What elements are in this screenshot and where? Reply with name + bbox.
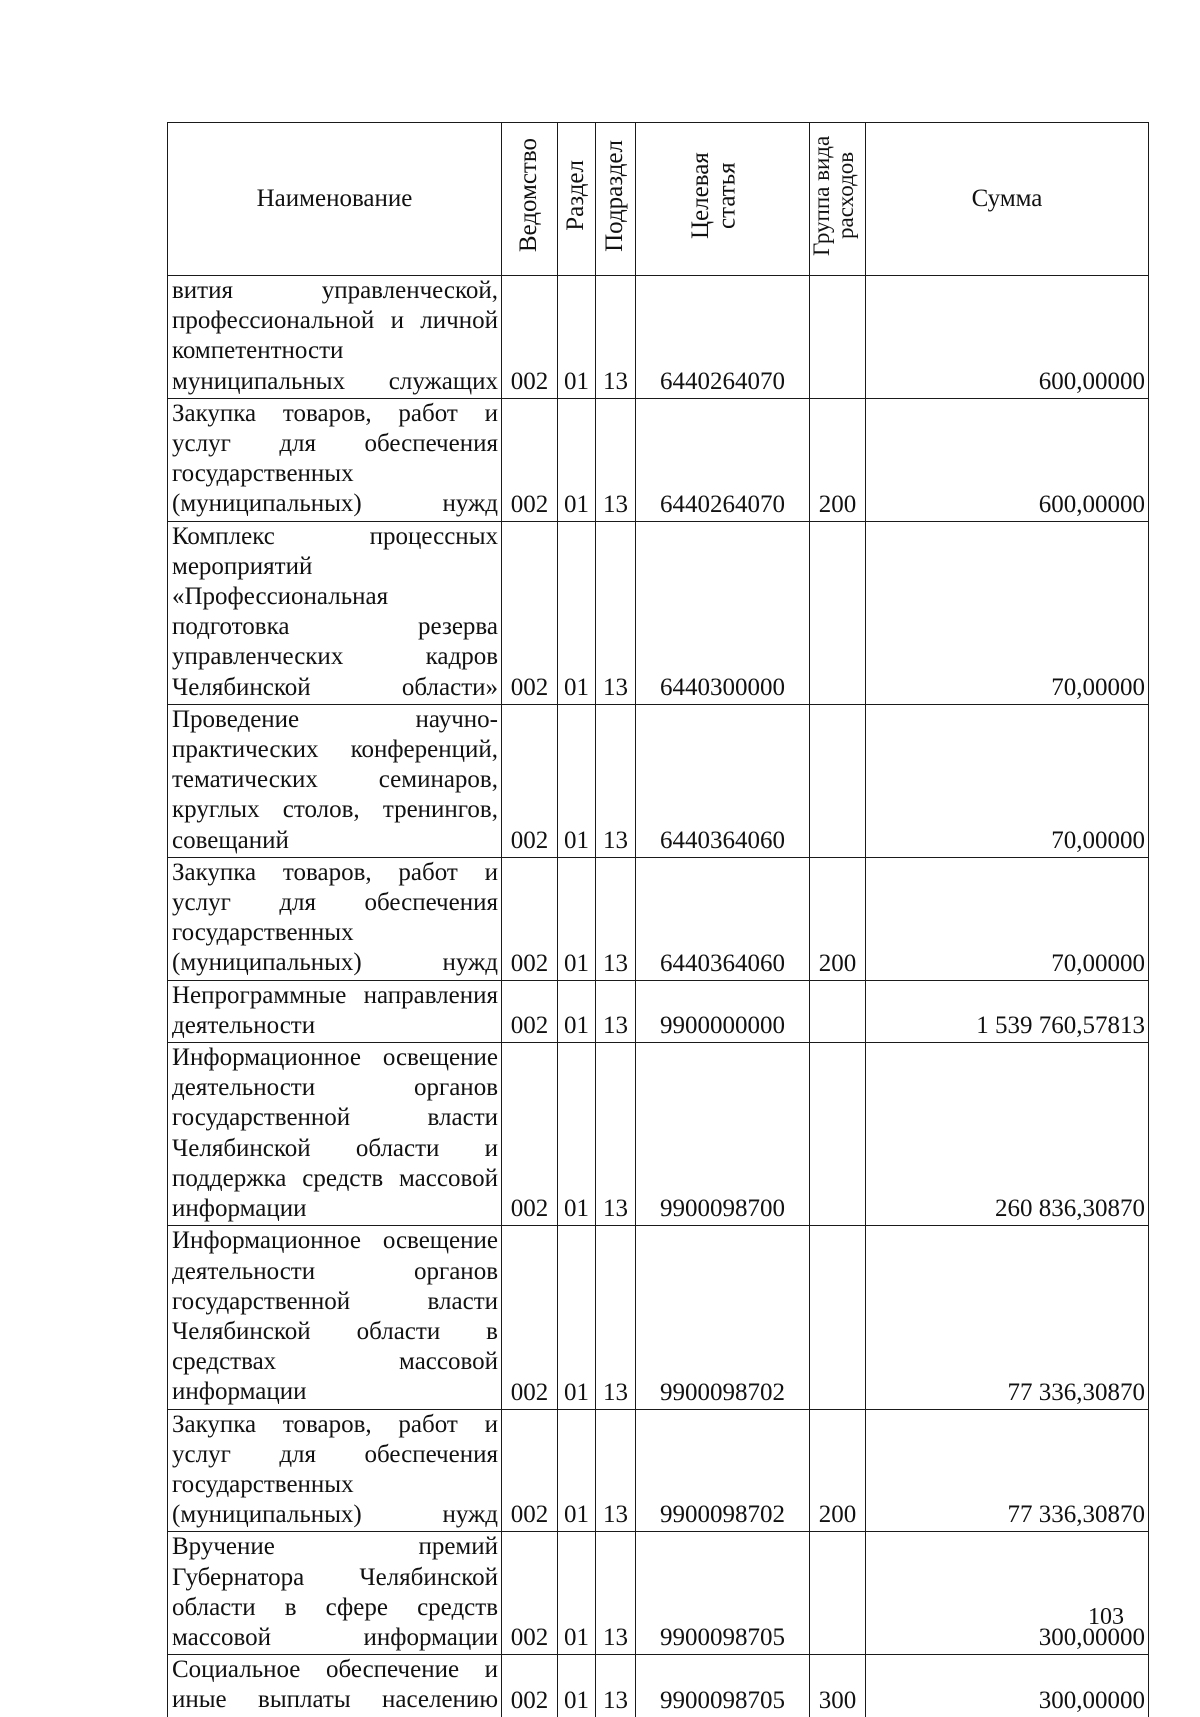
row-section: 01	[558, 1655, 596, 1717]
row-section: 01	[558, 521, 596, 704]
header-section: Раздел	[558, 123, 596, 276]
row-expense-group	[810, 980, 866, 1042]
row-amount: 70,00000	[866, 857, 1149, 980]
row-department: 002	[502, 276, 558, 399]
row-amount: 70,00000	[866, 704, 1149, 857]
row-name: Комплекс процессных мероприятий «Профессиональная подготовка резерва управленческих кадров Челябинской области»	[168, 521, 502, 704]
row-subsection: 13	[596, 1409, 636, 1532]
budget-table	[167, 122, 1149, 1717]
row-department: 002	[502, 1043, 558, 1226]
row-subsection: 13	[596, 521, 636, 704]
row-department: 002	[502, 857, 558, 980]
row-subsection: 13	[596, 857, 636, 980]
row-name: Непрограммные направления деятельности	[168, 980, 502, 1042]
row-target-article: 6440364060	[636, 704, 810, 857]
row-expense-group	[810, 704, 866, 857]
row-amount: 77 336,30870	[866, 1409, 1149, 1532]
row-expense-group: 200	[810, 1409, 866, 1532]
row-target-article: 9900098705	[636, 1532, 810, 1655]
row-amount: 77 336,30870	[866, 1226, 1149, 1409]
row-name: Информационное освещение деятельности органов государственной власти Челябинской области и поддержка средств массовой информации	[168, 1043, 502, 1226]
table-row	[168, 857, 1149, 980]
page-number: 103	[1088, 1604, 1124, 1630]
header-amount: Сумма	[866, 123, 1149, 276]
row-amount: 260 836,30870	[866, 1043, 1149, 1226]
row-expense-group: 300	[810, 1655, 866, 1717]
header-row	[168, 123, 1149, 276]
row-amount: 70,00000	[866, 521, 1149, 704]
table-row	[168, 980, 1149, 1042]
row-department: 002	[502, 1532, 558, 1655]
row-section: 01	[558, 398, 596, 521]
table-row	[168, 704, 1149, 857]
row-department: 002	[502, 1226, 558, 1409]
row-target-article: 9900098705	[636, 1655, 810, 1717]
row-department: 002	[502, 1409, 558, 1532]
row-section: 01	[558, 704, 596, 857]
row-target-article: 6440264070	[636, 398, 810, 521]
row-expense-group: 200	[810, 857, 866, 980]
table-row	[168, 1532, 1149, 1655]
row-target-article: 6440364060	[636, 857, 810, 980]
row-subsection: 13	[596, 398, 636, 521]
row-section: 01	[558, 1043, 596, 1226]
row-target-article: 6440264070	[636, 276, 810, 399]
row-subsection: 13	[596, 1226, 636, 1409]
row-target-article: 9900098702	[636, 1409, 810, 1532]
row-target-article: 9900098700	[636, 1043, 810, 1226]
table-row	[168, 276, 1149, 399]
row-department: 002	[502, 521, 558, 704]
row-subsection: 13	[596, 276, 636, 399]
row-section: 01	[558, 857, 596, 980]
row-amount: 1 539 760,57813	[866, 980, 1149, 1042]
table-row	[168, 1043, 1149, 1226]
header-name: Наименование	[168, 123, 502, 276]
row-target-article: 9900098702	[636, 1226, 810, 1409]
header-subsection: Подраздел	[596, 123, 636, 276]
row-expense-group	[810, 1226, 866, 1409]
row-section: 01	[558, 980, 596, 1042]
row-amount: 300,00000	[866, 1655, 1149, 1717]
row-subsection: 13	[596, 1655, 636, 1717]
table-row	[168, 1226, 1149, 1409]
table-body	[168, 276, 1149, 1717]
row-department: 002	[502, 398, 558, 521]
row-amount: 600,00000	[866, 276, 1149, 399]
row-name: вития управленческой, профессиональной и личной компетентности муниципальных служащих	[168, 276, 502, 399]
row-expense-group	[810, 1532, 866, 1655]
row-name: Социальное обеспечение и иные выплаты населению	[168, 1655, 502, 1717]
row-expense-group: 200	[810, 398, 866, 521]
row-department: 002	[502, 704, 558, 857]
row-name: Закупка товаров, работ и услуг для обеспечения государственных (муниципальных) нужд	[168, 857, 502, 980]
row-section: 01	[558, 1409, 596, 1532]
row-subsection: 13	[596, 1043, 636, 1226]
row-name: Вручение премий Губернатора Челябинской области в сфере средств массовой информации	[168, 1532, 502, 1655]
header-department: Ведомство	[502, 123, 558, 276]
row-department: 002	[502, 980, 558, 1042]
row-department: 002	[502, 1655, 558, 1717]
row-expense-group	[810, 276, 866, 399]
row-name: Проведение научно-практических конференций, тематических семинаров, круглых столов, тренингов, совещаний	[168, 704, 502, 857]
header-target-article: Целевая статья	[636, 123, 810, 276]
row-amount: 300,00000	[866, 1532, 1149, 1655]
row-name: Информационное освещение деятельности органов государственной власти Челябинской области в средствах массовой информации	[168, 1226, 502, 1409]
row-name: Закупка товаров, работ и услуг для обеспечения государственных (муниципальных) нужд	[168, 1409, 502, 1532]
row-expense-group	[810, 1043, 866, 1226]
row-name: Закупка товаров, работ и услуг для обеспечения государственных (муниципальных) нужд	[168, 398, 502, 521]
header-expense-group: Группа вида расходов	[810, 123, 866, 276]
row-subsection: 13	[596, 980, 636, 1042]
row-target-article: 6440300000	[636, 521, 810, 704]
row-section: 01	[558, 276, 596, 399]
row-section: 01	[558, 1532, 596, 1655]
table-row	[168, 398, 1149, 521]
row-amount: 600,00000	[866, 398, 1149, 521]
table-row	[168, 1409, 1149, 1532]
row-expense-group	[810, 521, 866, 704]
row-section: 01	[558, 1226, 596, 1409]
row-subsection: 13	[596, 1532, 636, 1655]
table-row	[168, 521, 1149, 704]
row-subsection: 13	[596, 704, 636, 857]
table-row	[168, 1655, 1149, 1717]
row-target-article: 9900000000	[636, 980, 810, 1042]
